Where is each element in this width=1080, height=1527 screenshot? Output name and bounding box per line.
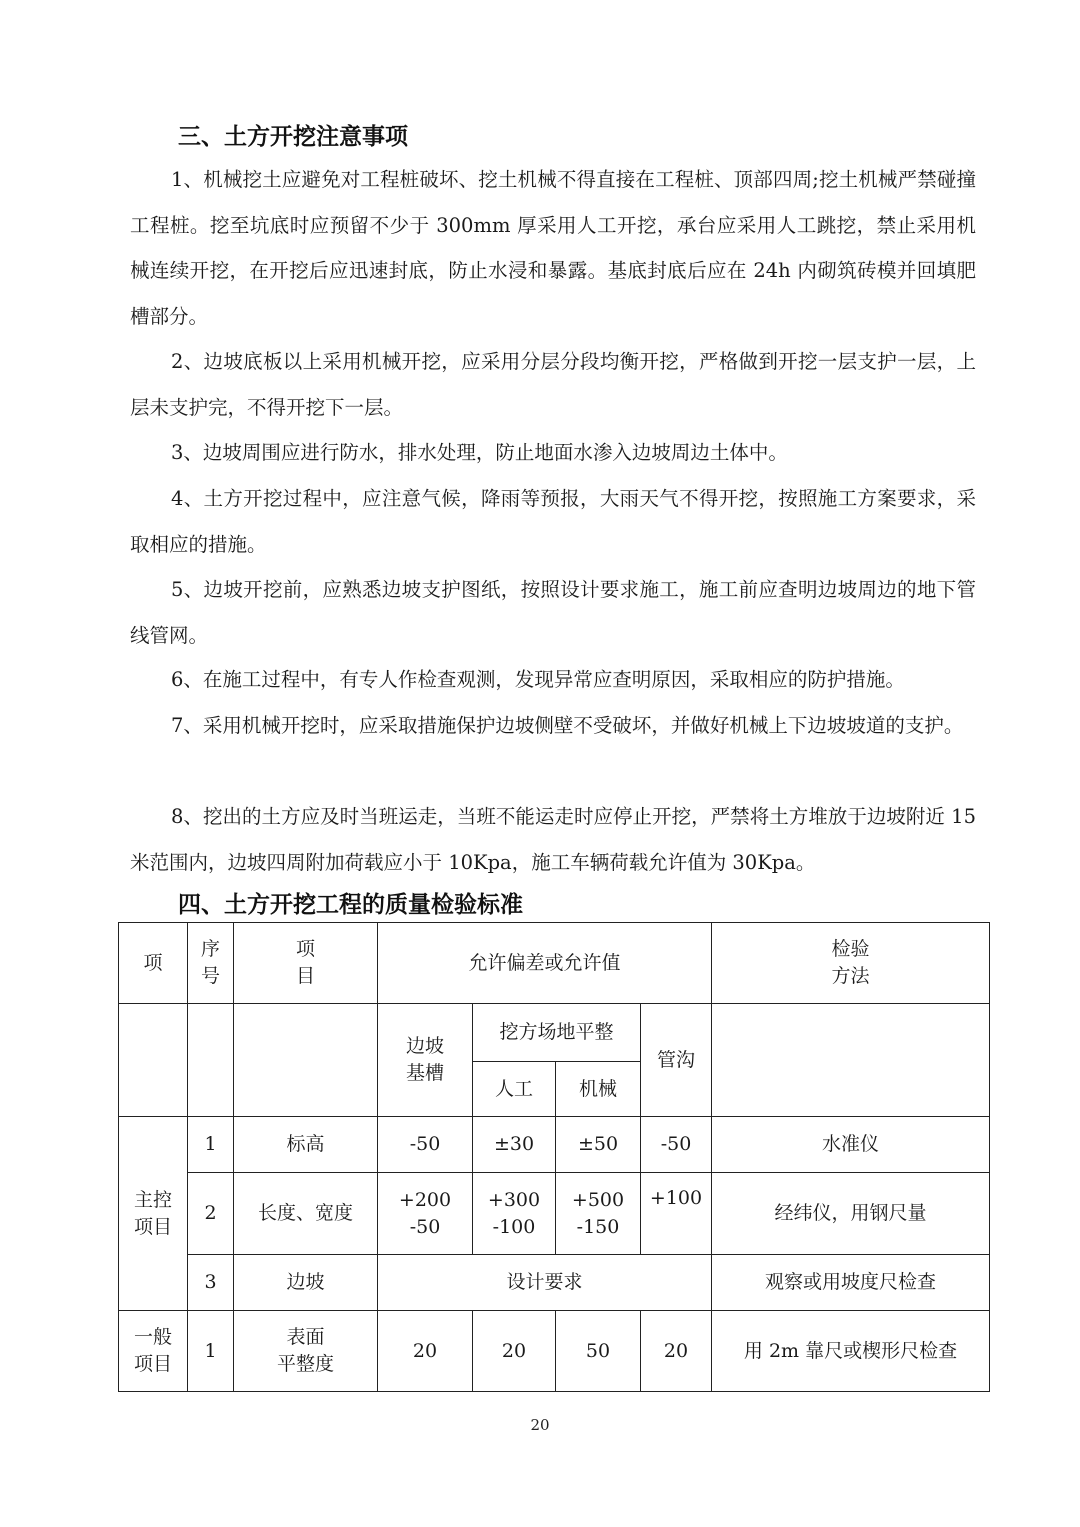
header-seq: 序 号 <box>188 923 234 1004</box>
general-label: 一般 项目 <box>119 1311 188 1392</box>
row-pipe-value: -50 <box>641 1117 712 1173</box>
paragraph-item-4: 4、土方开挖过程中，应注意气候，降雨等预报，大雨天气不得开挖，按照施工方案要求，采取相应的措施。 <box>130 487 976 556</box>
row-seq: 3 <box>188 1255 234 1311</box>
row-merged-value: 设计要求 <box>378 1255 712 1311</box>
row-item: 边坡 <box>234 1255 378 1311</box>
subheader-manual: 人工 <box>473 1062 556 1117</box>
header-item: 项 目 <box>234 923 378 1004</box>
row-method: 水准仪 <box>712 1117 990 1173</box>
subheader-empty-category <box>119 1004 188 1117</box>
paragraph-item-2: 2、边坡底板以上采用机械开挖，应采用分层分段均衡开挖，严格做到开挖一层支护一层，上层未支护完，不得开挖下一层。 <box>130 350 976 419</box>
row-mechanical-value: ±50 <box>556 1117 641 1173</box>
row-item: 表面 平整度 <box>234 1311 378 1392</box>
paragraph-item-5: 5、边坡开挖前，应熟悉边坡支护图纸，按照设计要求施工，施工前应查明边坡周边的地下管线管网。 <box>130 578 976 647</box>
section-3-title: 三、土方开挖注意事项 <box>178 124 408 150</box>
table-row <box>119 1173 990 1255</box>
row-method: 观察或用坡度尺检查 <box>712 1255 990 1311</box>
row-item: 标高 <box>234 1117 378 1173</box>
row-manual-value: 20 <box>473 1311 556 1392</box>
row-item: 长度、宽度 <box>234 1173 378 1255</box>
header-category: 项 <box>119 923 188 1004</box>
row-seq: 1 <box>188 1117 234 1173</box>
row-slope-value: +200 -50 <box>378 1173 473 1255</box>
subheader-empty-item <box>234 1004 378 1117</box>
paragraph-item-6: 6、在施工过程中，有专人作检查观测，发现异常应查明原因，采取相应的防护措施。 <box>171 668 905 691</box>
subheader-empty-seq <box>188 1004 234 1117</box>
row-mechanical-value: 50 <box>556 1311 641 1392</box>
subheader-empty-method <box>712 1004 990 1117</box>
row-manual-value: ±30 <box>473 1117 556 1173</box>
row-manual-value: +300 -100 <box>473 1173 556 1255</box>
table-row <box>119 1311 990 1392</box>
header-tolerance: 允许偏差或允许值 <box>378 923 712 1004</box>
row-seq: 1 <box>188 1311 234 1392</box>
paragraph-item-3: 3、边坡周围应进行防水，排水处理，防止地面水渗入边坡周边土体中。 <box>171 441 788 464</box>
subheader-mechanical: 机械 <box>556 1062 641 1117</box>
quality-standard-table <box>118 922 990 1392</box>
row-method: 经纬仪，用钢尺量 <box>712 1173 990 1255</box>
table-row <box>119 1255 990 1311</box>
row-method: 用 2m 靠尺或楔形尺检查 <box>712 1311 990 1392</box>
table-row <box>119 1117 990 1173</box>
row-slope-value: -50 <box>378 1117 473 1173</box>
paragraph-item-7: 7、采用机械开挖时，应采取措施保护边坡侧壁不受破坏，并做好机械上下边坡坡道的支护。 <box>171 714 964 737</box>
row-pipe-value: +100 <box>641 1173 712 1255</box>
main-control-label: 主控 项目 <box>119 1117 188 1311</box>
paragraph-item-1: 1、机械挖土应避免对工程桩破坏、挖土机械不得直接在工程桩、顶部四周;挖土机械严禁碰撞工程桩。挖至坑底时应预留不少于 300mm 厚采用人工开挖，承台应采用人工跳挖，禁止采用机械连续开挖，在开挖后应迅速封底，防止水浸和暴露。基底封底后应在 24h 内砌筑砖模并回填肥槽部分。 <box>130 168 976 328</box>
subheader-slope-trench: 边坡 基槽 <box>378 1004 473 1117</box>
row-seq: 2 <box>188 1173 234 1255</box>
row-mechanical-value: +500 -150 <box>556 1173 641 1255</box>
section-4-title: 四、土方开挖工程的质量检验标准 <box>178 892 523 918</box>
subheader-site-leveling: 挖方场地平整 <box>473 1004 641 1062</box>
header-method: 检验 方法 <box>712 923 990 1004</box>
paragraph-item-8: 8、挖出的土方应及时当班运走，当班不能运走时应停止开挖，严禁将土方堆放于边坡附近 15 米范围内，边坡四周附加荷载应小于 10Kpa，施工车辆荷载允许值为 30Kpa。 <box>130 805 976 874</box>
row-pipe-value: 20 <box>641 1311 712 1392</box>
subheader-pipe-trench: 管沟 <box>641 1004 712 1117</box>
table-header-row <box>119 923 990 1004</box>
page-number: 20 <box>530 1416 550 1434</box>
table-subheader-row-1 <box>119 1004 990 1062</box>
row-slope-value: 20 <box>378 1311 473 1392</box>
